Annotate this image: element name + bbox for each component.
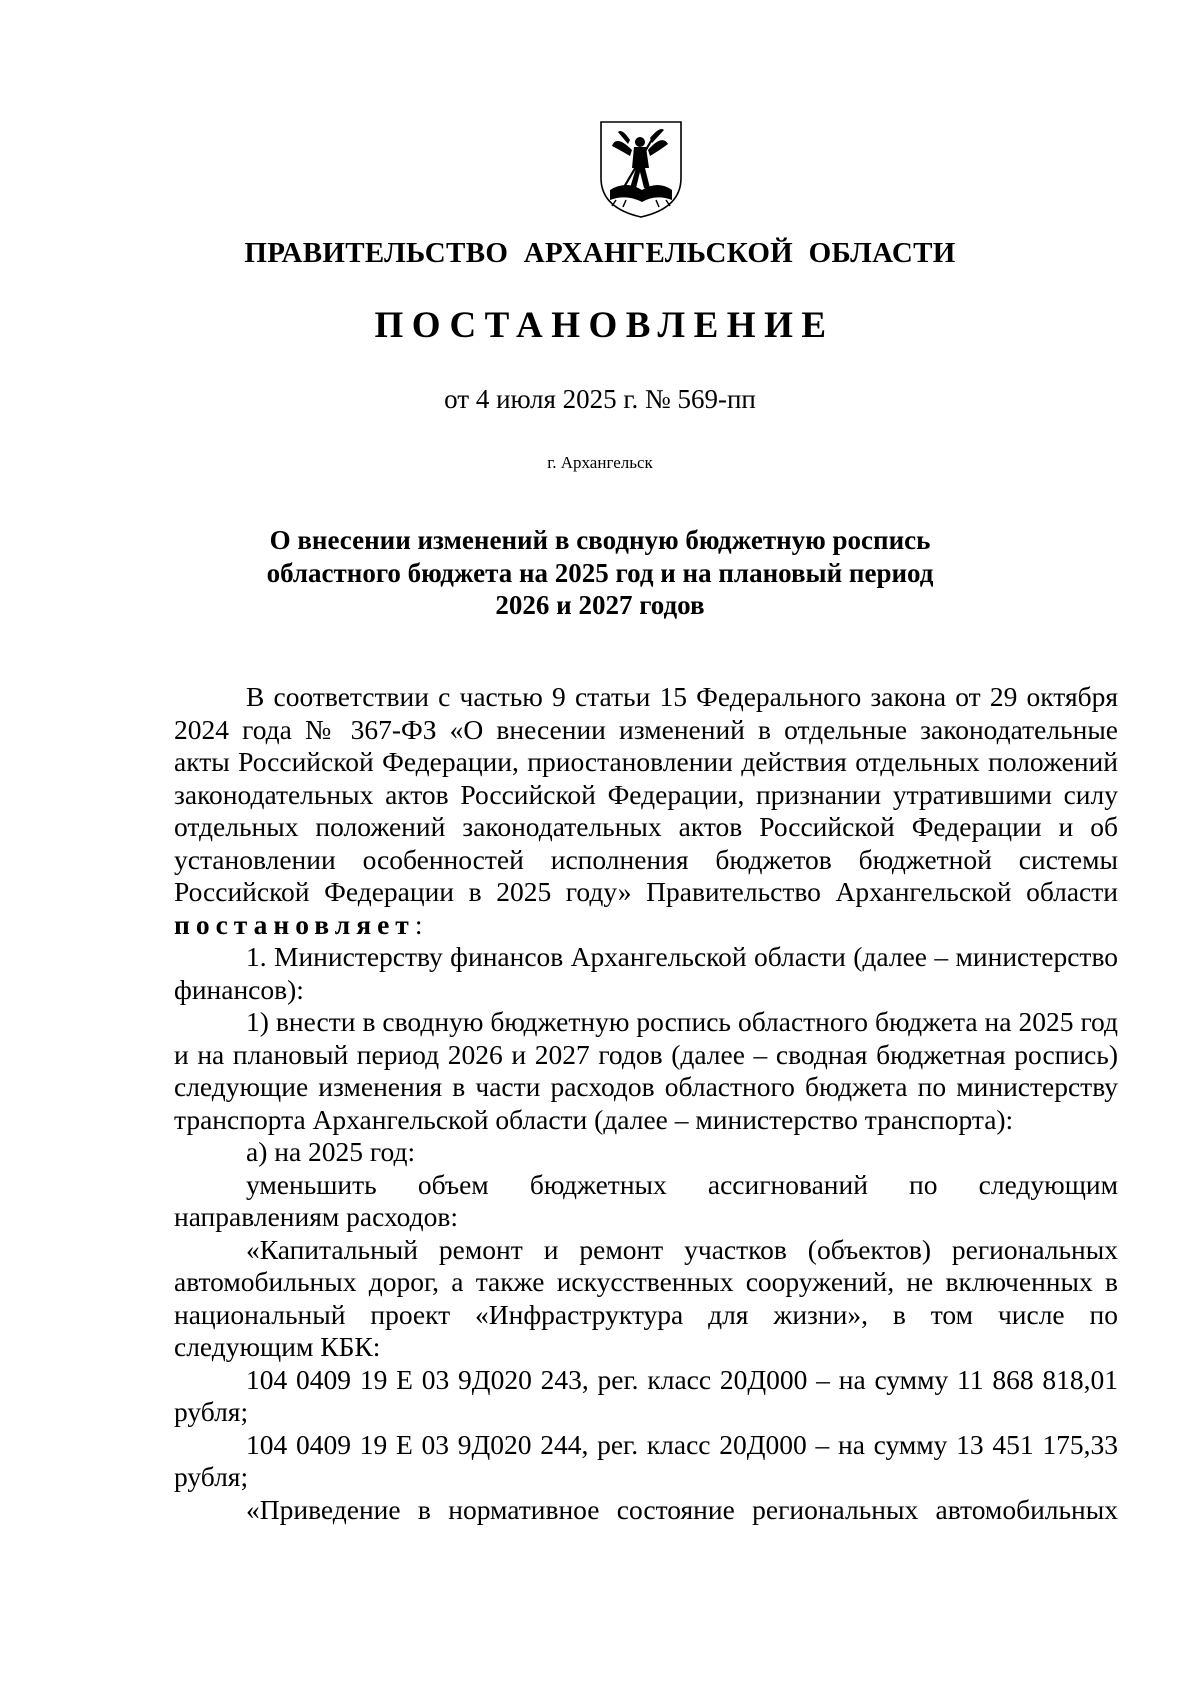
body-paragraph: уменьшить объем бюджетных ассигнований по следующим направлениям расходов:: [174, 1168, 1118, 1232]
title-line: областного бюджета на 2025 год и на плановый период: [266, 557, 934, 588]
title-line: О внесении изменений в сводную бюджетную роспись: [269, 525, 931, 555]
coat-of-arms-icon: [596, 116, 686, 220]
organization-name: ПРАВИТЕЛЬСТВО АРХАНГЕЛЬСКОЙ ОБЛАСТИ: [244, 237, 956, 269]
preamble-colon: :: [414, 908, 423, 940]
body-paragraph: [174, 681, 1118, 941]
body-paragraph: 104 0409 19 Е 03 9Д020 243, рег. класс 20Д000 – на сумму 11 868 818,01 рубля;: [174, 1363, 1118, 1427]
body-paragraph: а) на 2025 год:: [246, 1136, 416, 1167]
title-line: 2026 и 2027 годов: [495, 590, 705, 620]
body-paragraph: 1. Министерству финансов Архангельской области (далее – министерство финансов):: [174, 941, 1118, 1005]
document-type: ПОСТАНОВЛЕНИЕ: [374, 305, 835, 346]
body-paragraph: «Приведение в нормативное состояние региональных автомобильных: [246, 1493, 1118, 1525]
document-body: [174, 681, 1118, 1526]
body-paragraph: «Капитальный ремонт и ремонт участков (объектов) региональных автомобильных дорог, а также искусственных сооружений, не включенных в национальный проект «Инфраструктура для жизни», в том числе по следующим КБК:: [174, 1233, 1118, 1362]
document-city: г. Архангельск: [547, 453, 653, 472]
preamble-text: В соответствии с частью 9 статьи 15 Федерального закона от 29 октября 2024 года № 367-ФЗ «О внесении изменений в отдельные законодательные акты Российской Федерации, приостановлении действия отдельных положений законодательных актов Российской Федерации, признании утратившими силу отдельных положений законодательных актов Российской Федерации и об установлении особенностей исполнения бюджетов бюджетной системы Российской Федерации в 2025 году» Правительство Архангельской области: [174, 681, 1118, 907]
document-title: [260, 524, 940, 622]
body-paragraph: 104 0409 19 Е 03 9Д020 244, рег. класс 20Д000 – на сумму 13 451 175,33 рубля;: [174, 1428, 1118, 1492]
body-paragraph: 1) внести в сводную бюджетную роспись областного бюджета на 2025 год и на плановый период 2026 и 2027 годов (далее – сводная бюджетная роспись) следующие изменения в части расходов областного бюджета по министерству транспорта Архангельской области (далее – министерство транспорта):: [174, 1006, 1118, 1135]
document-date-number: от 4 июля 2025 г. № 569-пп: [444, 384, 756, 414]
resolves-keyword: постановляет: [174, 908, 415, 940]
